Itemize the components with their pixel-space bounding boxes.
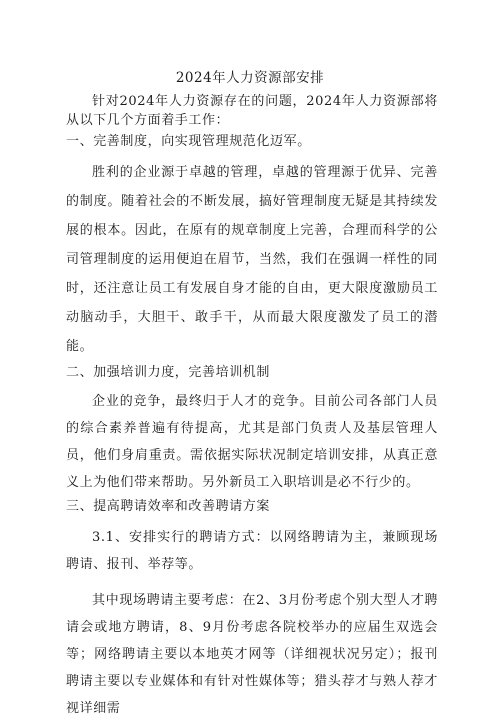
document-title: 2024年人力资源部安排 xyxy=(175,70,325,86)
section-1-heading: 一、完善制度，向实现管理规范化迈军。 xyxy=(66,134,311,149)
document-body xyxy=(66,92,438,722)
section-3-heading: 三、提高聘请效率和改善聘请方案 xyxy=(66,499,271,514)
section-1-paragraph: 胜利的企业源于卓越的管理，卓越的管理源于优异、完善的制度。随着社会的不断发展，搞好管理制度无疑是其持续发展的根本。因此，在原有的规章制度上完善，合理而科学的公司管理制度的运用便迫在眉节，当然，我们在强调一样性的同时，还注意让员工有发展自身才能的自由，更大限度激励员工动脑动手，大胆干、敢手干，从而最大限度激发了员工的潜能。 xyxy=(66,165,438,354)
section-2-paragraph: 企业的竞争，最终归于人才的竞争。目前公司各部门人员的综合素养普遍有待提高，尤其是部门负责人及基层管理人员，他们身肩重责。需依据实际状况制定培训安排，从真正意义上为他们带来帮助。另外新员工入职培训是必不行少的。 xyxy=(66,394,438,490)
section-2-heading: 二、加强培训力度，完善培训机制 xyxy=(66,365,271,380)
section-3-item-1: 3.1、安排实行的聘请方式：以网络聘请为主，兼顾现场聘请、报刊、举荐等。 xyxy=(66,530,438,572)
intro-paragraph: 针对2024年人力资源存在的问题，2024年人力资源部将从以下几个方面着手工作： xyxy=(66,94,438,128)
section-3-paragraph: 其中现场聘请主要考虑：在2、3月份考虑个别大型人才聘请会或地方聘请，8、9月份考虑各院校举办的应届生双选会等；网络聘请主要以本地英才网等（详细视状况另定）；报刊聘请主要以专业媒体和有针对性媒体等；猎头荐才与熟人荐才视详细需 xyxy=(66,593,438,716)
